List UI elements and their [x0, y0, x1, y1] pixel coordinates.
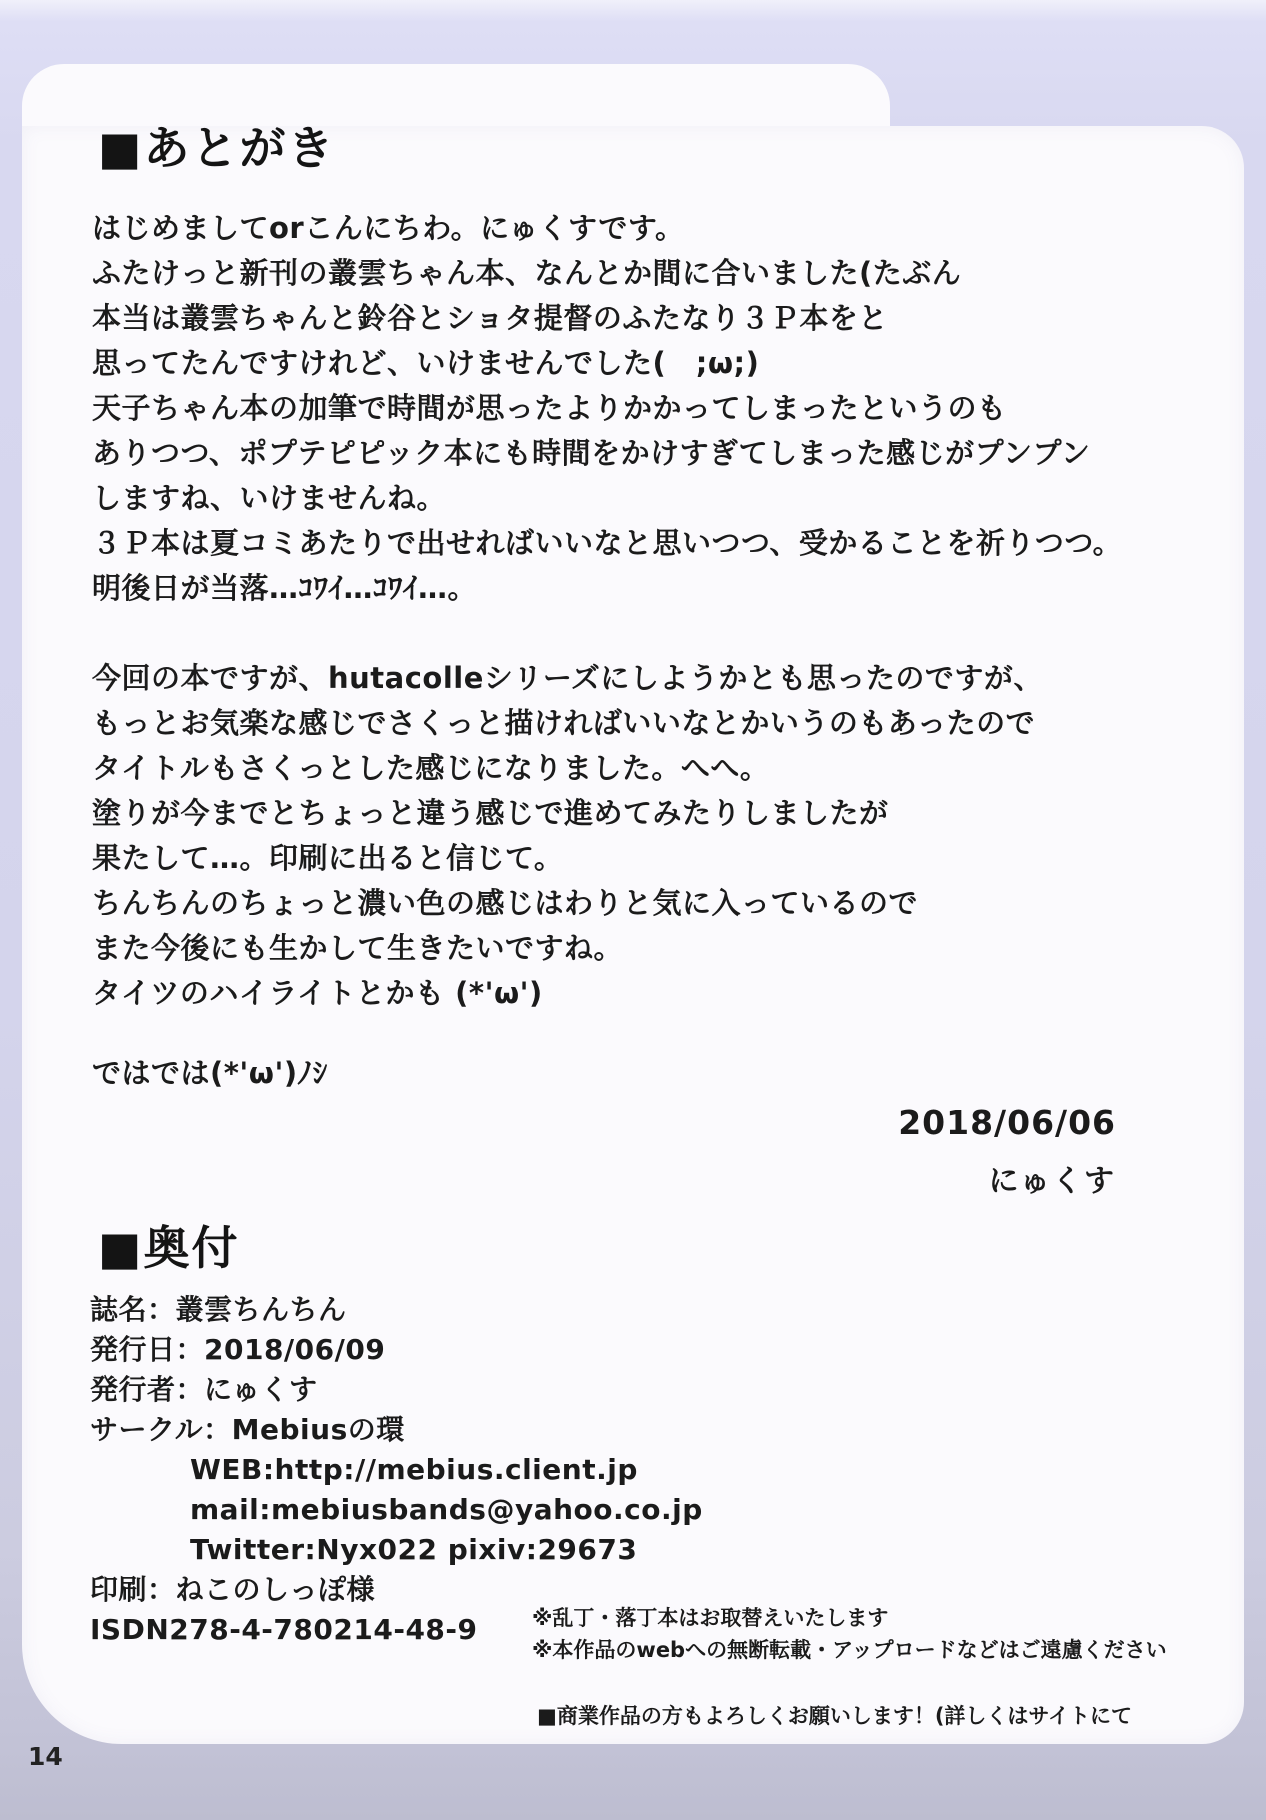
commercial-note: ■商業作品の方もよろしくお願いします！(詳しくはサイトにて: [537, 1704, 1132, 1728]
colophon-mail-line: mail:mebiusbands@yahoo.co.jp: [190, 1493, 703, 1526]
afterword-body: [92, 206, 1182, 1096]
afterword-line: 今回の本ですが、hutacolleシリーズにしようかとも思ったのですが、: [92, 661, 1043, 695]
afterword-line: ふたけっと新刊の叢雲ちゃん本、なんとか間に合いました(たぶん: [92, 256, 962, 290]
colophon-twitter-line: Twitter:Nyx022 pixiv:29673: [190, 1533, 638, 1566]
colophon-printer-line: 印刷：ねこのしっぽ様: [90, 1573, 376, 1606]
colophon-publisher-line: 発行者：にゅくす: [90, 1373, 318, 1406]
afterword-line: また今後にも生かして生きたいですね。: [92, 931, 624, 965]
afterword-paragraph-1: [92, 206, 1182, 611]
afterword-heading: ■あとがき: [98, 121, 336, 175]
afterword-paragraph-2: [92, 656, 1182, 1016]
colophon-isdn-line: ISDN278-4-780214-48-9: [90, 1613, 478, 1646]
afterword-line: 塗りが今までとちょっと違う感じで進めてみたりしましたが: [92, 796, 889, 830]
colophon-list: [90, 1290, 990, 1650]
afterword-line: 本当は叢雲ちゃんと鈴谷とショタ提督のふたなり３Ｐ本をと: [92, 301, 888, 335]
afterword-line: もっとお気楽な感じでさくっと描ければいいなとかいうのもあったので: [92, 706, 1036, 740]
afterword-line: 果たして…。印刷に出ると信じて。: [92, 841, 564, 875]
afterword-date: 2018/06/06: [898, 1103, 1116, 1142]
colophon-note: ※乱丁・落丁本はお取替えいたします: [532, 1606, 889, 1630]
afterword-line: 思ってたんですけれど、いけませんでした( ;ω;): [92, 346, 760, 380]
afterword-line: 天子ちゃん本の加筆で時間が思ったよりかかってしまったというのも: [92, 391, 1007, 425]
author-name: にゅくす: [988, 1164, 1116, 1199]
afterword-line: しますね、いけませんね。: [92, 481, 447, 515]
colophon-note: ※本作品のwebへの無断転載・アップロードなどはご遠慮ください: [532, 1638, 1167, 1662]
colophon-web-line: WEB:http://mebius.client.jp: [190, 1453, 638, 1486]
signoff-line: ではでは(*'ω')ﾉｼ: [92, 1056, 328, 1090]
afterword-line: ありつつ、ポプテピピック本にも時間をかけすぎてしまった感じがプンプン: [92, 436, 1091, 470]
colophon-title-line: 誌名：叢雲ちんちん: [90, 1293, 347, 1326]
afterword-line: ちんちんのちょっと濃い色の感じはわりと気に入っているので: [92, 886, 919, 920]
afterword-line: 明後日が当落…ｺﾜｲ…ｺﾜｲ…。: [92, 571, 478, 605]
colophon-notes: [532, 1602, 1172, 1666]
colophon-circle-line: サークル：Mebiusの環: [90, 1413, 405, 1446]
page-number: 14: [28, 1742, 63, 1771]
date-author-block: [0, 1103, 1116, 1200]
colophon-heading: ■奥付: [98, 1221, 240, 1275]
afterword-line: タイトルもさくっとした感じになりました。へへ。: [92, 751, 770, 785]
colophon-publish-date-line: 発行日：2018/06/09: [90, 1333, 386, 1366]
afterword-line: ３Ｐ本は夏コミあたりで出せればいいなと思いつつ、受かることを祈りつつ。: [92, 526, 1123, 560]
afterword-line: タイツのハイライトとかも (*'ω'): [92, 976, 543, 1010]
afterword-line: はじめましてorこんにちわ。にゅくすです。: [92, 211, 685, 245]
